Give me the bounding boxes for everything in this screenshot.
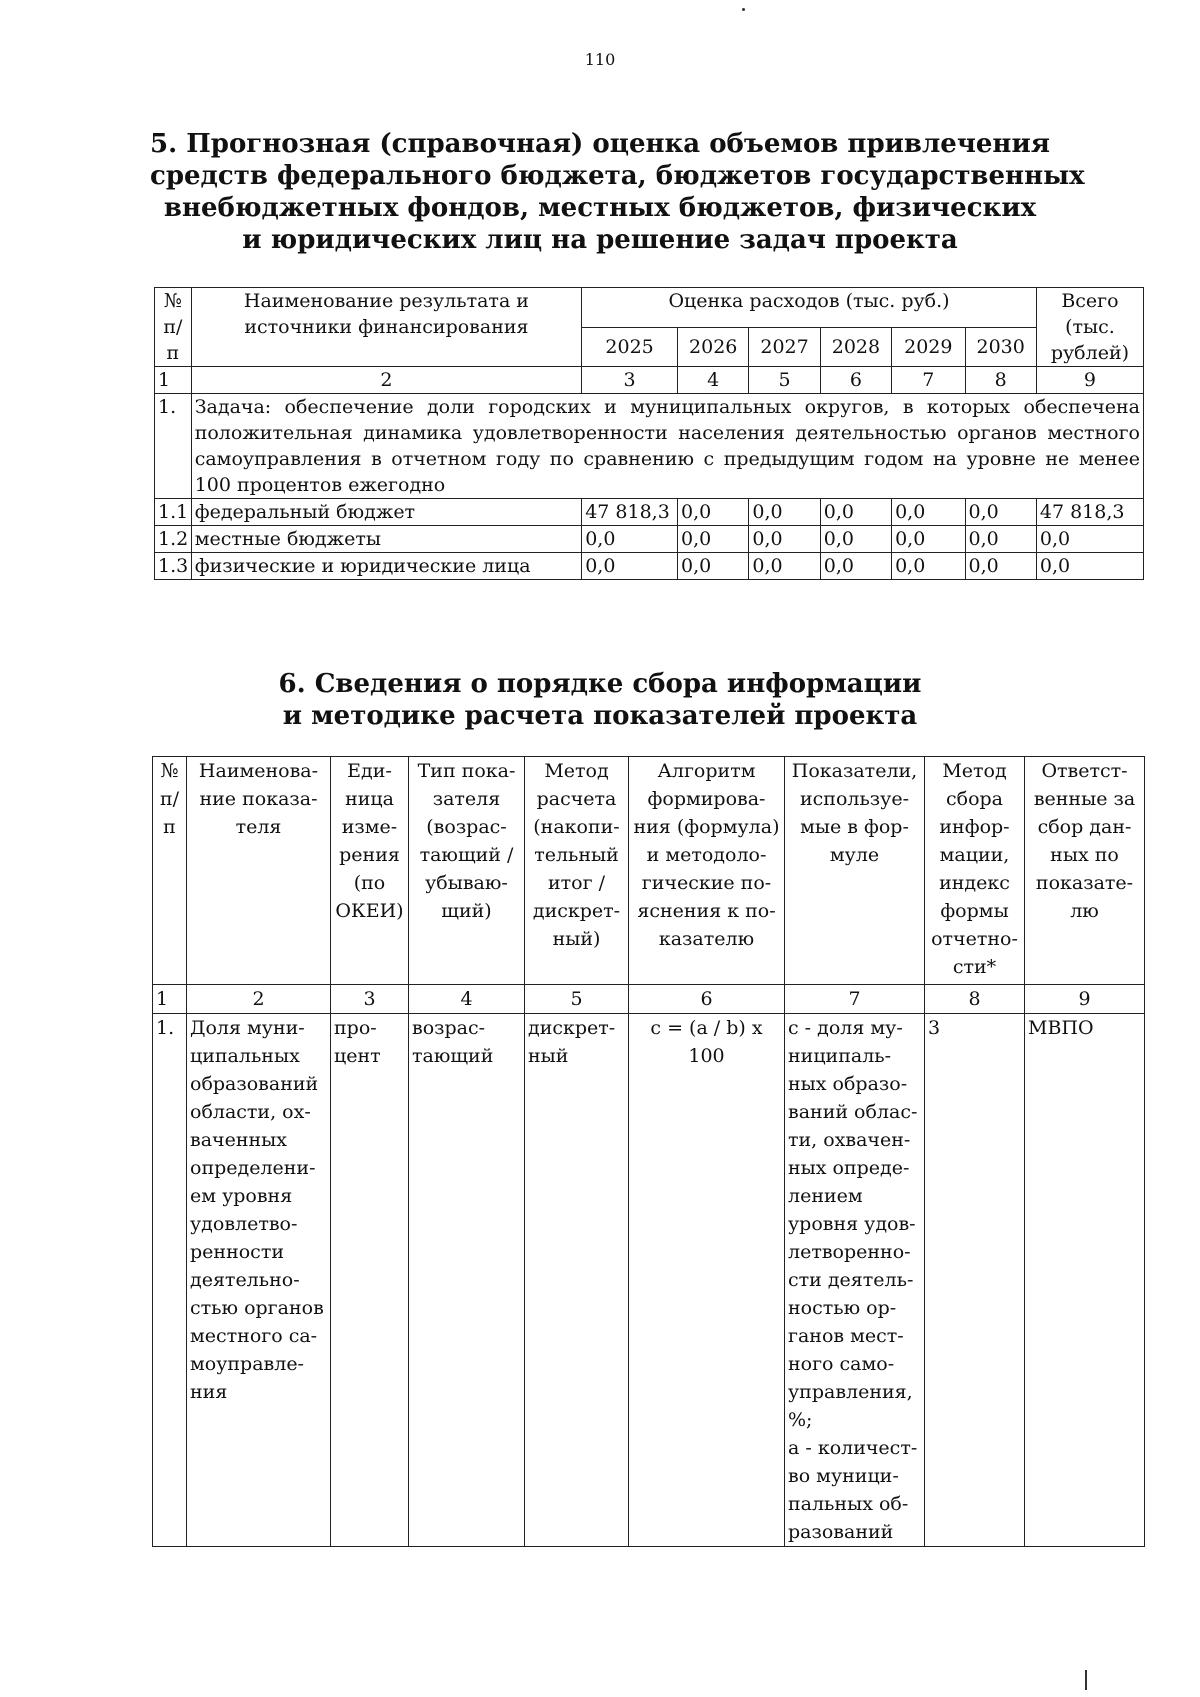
- task-text: Задача: обеспечение доли городских и муниципальных округов, в которых обеспечена положительная динамика удовлетворенности населения деятельностью органов местного самоуправления в отчетном году по сравнению с предыдущим годом на уровне не менее 100 процентов ежегодно: [191, 394, 1143, 499]
- col-number: 3: [582, 367, 678, 394]
- col-number-row: [155, 367, 1144, 394]
- year-cell: 2027: [749, 327, 820, 367]
- task-row: [155, 394, 1144, 499]
- page-number: 110: [584, 50, 616, 69]
- col-number: 4: [409, 985, 525, 1014]
- row-name: федеральный бюджет: [191, 499, 581, 526]
- indicator-methodology-table: [152, 756, 1145, 1547]
- responsible-cell: МВПО: [1025, 1014, 1145, 1547]
- header-cell: Наименова- ние показа- теля: [187, 757, 331, 985]
- col-number: 7: [892, 367, 965, 394]
- task-num: 1.: [155, 394, 192, 499]
- row-num: 1.2: [155, 526, 192, 553]
- header-row: [153, 757, 1145, 985]
- table-row: [155, 499, 1144, 526]
- value-cell: 47 818,3: [1036, 499, 1143, 526]
- row-name: местные бюджеты: [191, 526, 581, 553]
- value-cell: 0,0: [749, 553, 820, 580]
- value-cell: 0,0: [678, 553, 749, 580]
- section-6-title: [150, 668, 1050, 732]
- col-number: 6: [820, 367, 891, 394]
- value-cell: 0,0: [582, 526, 678, 553]
- title-line: и методике расчета показателей проекта: [282, 701, 918, 731]
- funding-table: [154, 287, 1144, 580]
- col-number: 2: [191, 367, 581, 394]
- value-cell: 47 818,3: [582, 499, 678, 526]
- year-cell: 2025: [582, 327, 678, 367]
- value-cell: 0,0: [892, 553, 965, 580]
- row-num: 1.1: [155, 499, 192, 526]
- header-row: [155, 288, 1144, 328]
- table-row: [155, 526, 1144, 553]
- header-cell: Еди- ница изме- рения (по ОКЕИ): [331, 757, 409, 985]
- indicators-cell: c - доля му- ниципаль- ных образо- ваний облас- ти, охвачен- ных опреде- лением уровня удов- летворенно- сти деятель- ностью ор- ганов мест- ного само- управления, %; a - количест- во муници- пальных об- разований: [785, 1014, 925, 1547]
- method-cell: дискрет- ный: [525, 1014, 629, 1547]
- title-line: и юридических лиц на решение задач проекта: [242, 225, 958, 255]
- unit-cell: про- цент: [331, 1014, 409, 1547]
- value-cell: 0,0: [678, 526, 749, 553]
- formula-cell: c = (a / b) x 100: [629, 1014, 785, 1547]
- header-estimate: Оценка расходов (тыс. руб.): [582, 288, 1037, 328]
- section-5-title: [150, 128, 1085, 256]
- col-number: 4: [678, 367, 749, 394]
- col-number: 1: [153, 985, 187, 1014]
- table-row: [153, 1014, 1145, 1547]
- header-cell: Алгоритм формирова- ния (формула) и методоло- гические по- яснения к по- казателю: [629, 757, 785, 985]
- col-number: 7: [785, 985, 925, 1014]
- value-cell: 0,0: [820, 499, 891, 526]
- margin-mark: [1085, 1670, 1087, 1690]
- header-cell: Метод расчета (накопи- тельный итог / дискрет- ный): [525, 757, 629, 985]
- table-row: [155, 553, 1144, 580]
- title-line: 5. Прогнозная (справочная) оценка объемов привлечения: [150, 129, 1050, 159]
- col-number: 9: [1036, 367, 1143, 394]
- row-num: 1.3: [155, 553, 192, 580]
- scan-speck: [742, 8, 745, 11]
- value-cell: 0,0: [820, 526, 891, 553]
- year-cell: 2028: [820, 327, 891, 367]
- col-number: 9: [1025, 985, 1145, 1014]
- collection-cell: 3: [925, 1014, 1025, 1547]
- value-cell: 0,0: [678, 499, 749, 526]
- col-number: 5: [525, 985, 629, 1014]
- value-cell: 0,0: [820, 553, 891, 580]
- col-number: 3: [331, 985, 409, 1014]
- title-line: внебюджетных фондов, местных бюджетов, физических: [163, 193, 1037, 223]
- header-cell: Ответст- венные за сбор дан- ных по показате- лю: [1025, 757, 1145, 985]
- value-cell: 0,0: [892, 526, 965, 553]
- header-num: № п/п: [155, 288, 192, 367]
- indicator-name: Доля муни- ципальных образований области, ох- ваченных определени- ем уровня удовлетво- ренности деятельно- стью органов местного са- моуправле- ния: [187, 1014, 331, 1547]
- header-cell: № п/п: [153, 757, 187, 985]
- title-line: 6. Сведения о порядке сбора информации: [278, 669, 922, 699]
- value-cell: 0,0: [749, 526, 820, 553]
- value-cell: 0,0: [1036, 553, 1143, 580]
- value-cell: 0,0: [892, 499, 965, 526]
- value-cell: 0,0: [749, 499, 820, 526]
- header-cell: Метод сбора инфор- мации, индекс формы отчетно- сти*: [925, 757, 1025, 985]
- value-cell: 0,0: [965, 499, 1036, 526]
- col-number: 6: [629, 985, 785, 1014]
- header-name: Наименование результата и источники финансирования: [191, 288, 581, 367]
- header-cell: Тип пока- зателя (возрас- тающий / убываю- щий): [409, 757, 525, 985]
- header-total: Всего (тыс. рублей): [1036, 288, 1143, 367]
- row-num: 1.: [153, 1014, 187, 1547]
- col-number: 1: [155, 367, 192, 394]
- value-cell: 0,0: [1036, 526, 1143, 553]
- year-cell: 2030: [965, 327, 1036, 367]
- col-number: 8: [925, 985, 1025, 1014]
- col-number: 2: [187, 985, 331, 1014]
- row-name: физические и юридические лица: [191, 553, 581, 580]
- title-line: средств федерального бюджета, бюджетов государственных: [150, 161, 1085, 191]
- year-cell: 2026: [678, 327, 749, 367]
- type-cell: возрас- тающий: [409, 1014, 525, 1547]
- value-cell: 0,0: [965, 553, 1036, 580]
- col-number: 8: [965, 367, 1036, 394]
- col-number-row: [153, 985, 1145, 1014]
- value-cell: 0,0: [582, 553, 678, 580]
- header-cell: Показатели, используе- мые в фор- муле: [785, 757, 925, 985]
- col-number: 5: [749, 367, 820, 394]
- year-cell: 2029: [892, 327, 965, 367]
- value-cell: 0,0: [965, 526, 1036, 553]
